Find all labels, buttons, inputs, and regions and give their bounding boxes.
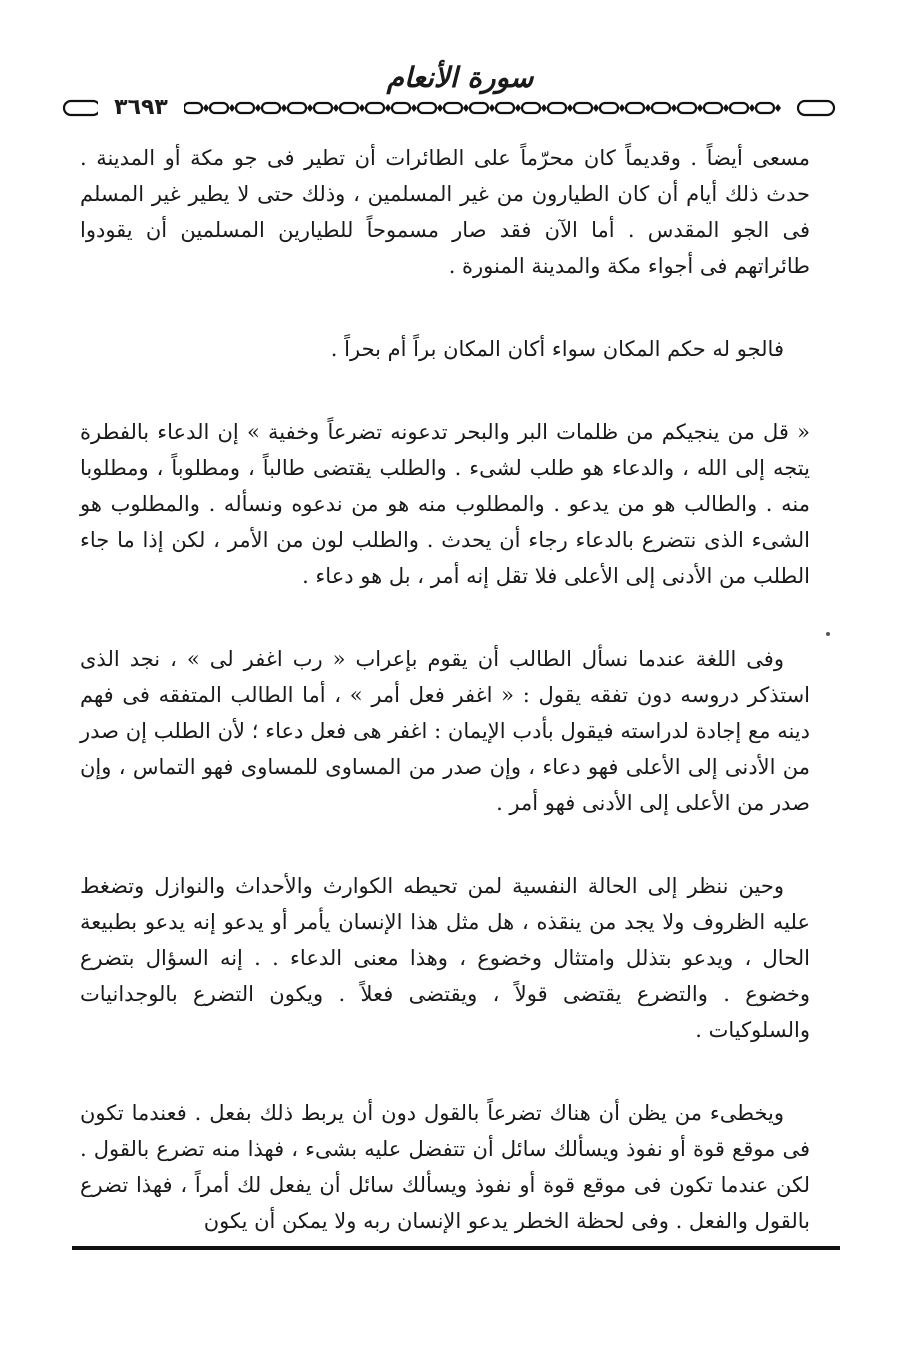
ornament-diamond bbox=[775, 104, 781, 112]
ornament-diamond bbox=[359, 104, 365, 112]
ornament-diamond bbox=[489, 104, 495, 112]
ornament-diamond bbox=[281, 104, 287, 112]
ornament-link bbox=[600, 103, 618, 113]
ornament-diamond bbox=[749, 104, 755, 112]
ornament-diamond bbox=[593, 104, 599, 112]
page-number: ٣٦٩٣ bbox=[98, 94, 184, 122]
ornament-diamond bbox=[645, 104, 651, 112]
ornament-diamond bbox=[333, 104, 339, 112]
ornament-diamond bbox=[437, 104, 443, 112]
ornament-link bbox=[626, 103, 644, 113]
ornament-link bbox=[392, 103, 410, 113]
ornament-diamond bbox=[229, 104, 235, 112]
ornament-link bbox=[470, 103, 488, 113]
ornament-link bbox=[184, 103, 202, 113]
bottom-rule bbox=[72, 1246, 840, 1250]
ornament-link bbox=[262, 103, 280, 113]
ornament-diamond bbox=[385, 104, 391, 112]
ornament-diamond bbox=[723, 104, 729, 112]
body-text bbox=[80, 140, 810, 1286]
paragraph-5: وحين ننظر إلى الحالة النفسية لمن تحيطه الكوارث والأحداث والنوازل وتضغط عليه الظروف ولا يجد من ينقذه ، هل مثل هذا الإنسان يأمر أو يدعو إنه يدعو بطبيعة الحال ، ويدعو بتذلل وامتثال وخضوع ، وهذا معنى الدعاء . . إنه السؤال بتضرع وخضوع . والتضرع يقتضى قولاً ، ويقتضى فعلاً . ويكون التضرع بالوجدانيات والسلوكيات . bbox=[80, 874, 810, 1042]
ornament-diamond bbox=[203, 104, 209, 112]
ornament-link bbox=[652, 103, 670, 113]
print-speck bbox=[826, 632, 830, 636]
ornament-diamond bbox=[697, 104, 703, 112]
ornament-link bbox=[340, 103, 358, 113]
paragraph-2: فالجو له حكم المكان سواء أكان المكان براً أم بحراً . bbox=[330, 337, 784, 361]
surah-title: سورة الأنعام bbox=[386, 61, 534, 94]
ornament-link bbox=[548, 103, 566, 113]
ornament-diamond bbox=[619, 104, 625, 112]
ornament-diamond bbox=[463, 104, 469, 112]
paragraph-1: مسعى أيضاً . وقديماً كان محرّماً على الطائرات أن تطير فى جو مكة أو المدينة . حدث ذلك أيام أن كان الطيارون من غير المسلمين ، وذلك حتى لا يطير غير المسلم فى الجو المقدس . أما الآن فقد صار مسموحاً للطيارين المسلمين أن يقودوا طائراتهم فى أجواء مكة والمدينة المنورة . bbox=[80, 146, 810, 278]
ornament-link bbox=[418, 103, 436, 113]
ornament-link bbox=[496, 103, 514, 113]
ornament-diamond bbox=[567, 104, 573, 112]
ornament-link bbox=[444, 103, 462, 113]
paragraph-6: ويخطىء من يظن أن هناك تضرعاً بالقول دون أن يربط ذلك بفعل . فعندما تكون فى موقع قوة أو نفوذ ويسألك سائل أن تتفضل عليه بشىء ، فهذا منه تضرع بالقول . لكن عندما تكون فى موقع قوة أو نفوذ ويسألك سائل أن يفعل لك أمراً ، فهذا تضرع بالقول والفعل . وفى لحظة الخطر يدعو الإنسان ربه ولا يمكن أن يكون bbox=[80, 1101, 810, 1233]
ornament-link bbox=[756, 103, 774, 113]
ornament-diamond bbox=[307, 104, 313, 112]
ornament-link bbox=[314, 103, 332, 113]
paragraph-4: وفى اللغة عندما نسأل الطالب أن يقوم بإعراب « رب اغفر لى » ، نجد الذى استذكر دروسه دون تفقه يقول : « اغفر فعل أمر » ، أما الطالب المتفقه فى فهم دينه مع إجادة لدراسته فيقول بأدب الإيمان : اغفر هى فعل دعاء ؛ لأن الطلب إن صدر من الأدنى إلى الأعلى فهو دعاء ، وإن صدر من المساوى للمساوى فهو التماس ، وإن صدر من الأعلى إلى الأدنى فهو أمر . bbox=[80, 647, 810, 815]
ornament-diamond bbox=[411, 104, 417, 112]
ornament-link bbox=[730, 103, 748, 113]
ornament-link bbox=[574, 103, 592, 113]
ornament-diamond bbox=[671, 104, 677, 112]
ornament-link bbox=[704, 103, 722, 113]
ornament-link bbox=[210, 103, 228, 113]
ornament-link bbox=[522, 103, 540, 113]
paragraph-3: « قل من ينجيكم من ظلمات البر والبحر تدعونه تضرعاً وخفية » إن الدعاء بالفطرة يتجه إلى الله ، والدعاء هو طلب لشىء . والطلب يقتضى طالباً ، ومطلوباً ، ومطلوبا منه . والطالب هو من يدعو . والمطلوب منه هو من ندعوه ونسأله . والمطلوب هو الشىء الذى نتضرع بالدعاء رجاء أن يحدث . والطلب لون من الأمر ، لكن إذا ما جاء الطلب من الأدنى إلى الأعلى فلا تقل إنه أمر ، بل هو دعاء . bbox=[80, 420, 810, 588]
ornament-link bbox=[288, 103, 306, 113]
ornament-diamond bbox=[541, 104, 547, 112]
ornament-diamond bbox=[255, 104, 261, 112]
ornament-link bbox=[678, 103, 696, 113]
ornament-link bbox=[236, 103, 254, 113]
ornament-diamond bbox=[515, 104, 521, 112]
ornament-link bbox=[366, 103, 384, 113]
